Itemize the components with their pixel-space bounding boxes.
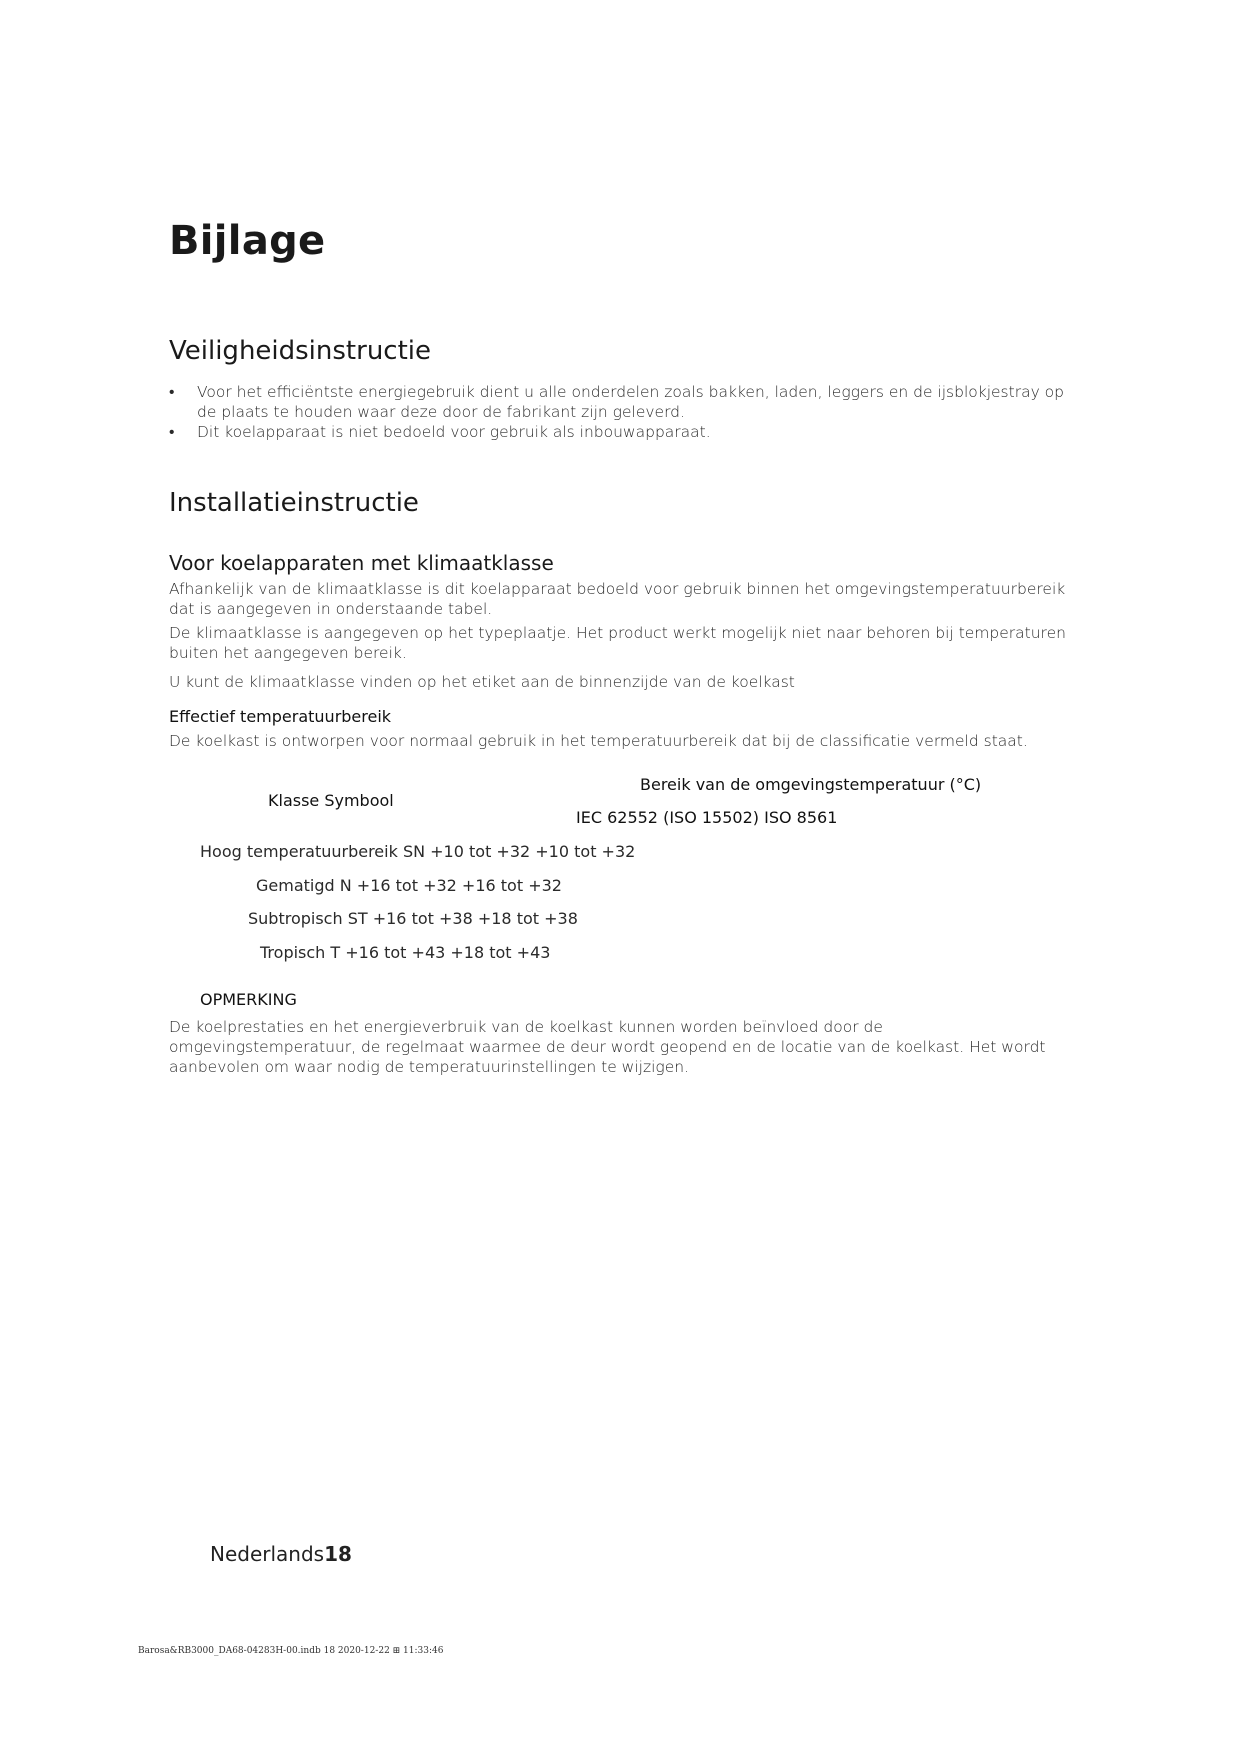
note-text: De koelprestaties en het energieverbruik van de koelkast kunnen worden beïnvloed door de omgevingstemperatuur, de regelmaat waarmee de deur wordt geopend en de locatie van de koelkast. Het wordt aanbevolen om waar nodig de temperatuurinstellingen te wijzigen. xyxy=(169,1018,1046,1076)
effective-range-text: De koelkast is ontworpen voor normaal gebruik in het temperatuurbereik dat bij de classificatie vermeld staat. xyxy=(169,732,1028,750)
table-row: Tropisch T +16 tot +43 +18 tot +43 xyxy=(260,943,551,962)
safety-bullet-item: • Voor het efficiëntste energiegebruik dient u alle onderdelen zoals bakken, laden, leggers en de ijsblokjestray op de plaats te houden waar deze door de fabrikant zijn geleverd. xyxy=(169,382,1069,422)
page-footer xyxy=(210,1542,352,1566)
climate-class-paragraph: De klimaatklasse is aangegeven op het typeplaatje. Het product werkt mogelijk niet naar behoren bij temperaturen buiten het aangegeven bereik. xyxy=(169,624,1066,662)
climate-class-paragraph: Afhankelijk van de klimaatklasse is dit koelapparaat bedoeld voor gebruik binnen het omgevingstemperatuurbereik dat is aangegeven in onderstaande tabel. xyxy=(169,580,1066,618)
effective-range-label: Effectief temperatuurbereik xyxy=(169,707,392,726)
page-number: 18 xyxy=(324,1542,352,1566)
table-header-class: Klasse Symbool xyxy=(268,791,394,810)
table-row: Subtropisch ST +16 tot +38 +18 tot +38 xyxy=(248,909,578,928)
page-title: Bijlage xyxy=(169,218,326,264)
note-label: OPMERKING xyxy=(200,990,297,1009)
climate-class-subheading: Voor koelapparaten met klimaatklasse xyxy=(169,551,554,575)
safety-bullet-item: • Dit koelapparaat is niet bedoeld voor gebruik als inbouwapparaat. xyxy=(169,422,1069,442)
table-row: Gematigd N +16 tot +32 +16 tot +32 xyxy=(256,876,562,895)
installation-heading: Installatieinstructie xyxy=(169,488,419,518)
table-header-standard: IEC 62552 (ISO 15502) ISO 8561 xyxy=(576,808,838,827)
safety-heading: Veiligheidsinstructie xyxy=(169,336,432,366)
safety-bullet-list xyxy=(169,382,1069,442)
print-info: Barosa&RB3000_DA68-04283H-00.indb 18 2020-12-22 ⊞ 11:33:46 xyxy=(138,1646,444,1656)
table-header-range: Bereik van de omgevingstemperatuur (°C) xyxy=(640,775,982,794)
table-row: Hoog temperatuurbereik SN +10 tot +32 +10 tot +32 xyxy=(200,842,636,861)
climate-class-paragraph: U kunt de klimaatklasse vinden op het etiket aan de binnenzijde van de koelkast xyxy=(169,673,795,691)
footer-language: Nederlands xyxy=(210,1542,325,1566)
